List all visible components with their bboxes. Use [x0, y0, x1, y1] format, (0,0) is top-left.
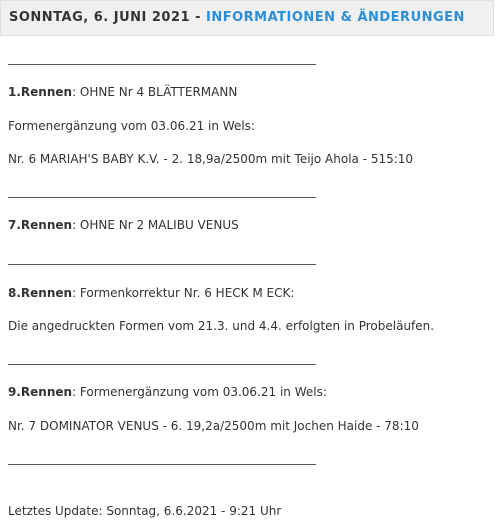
race-9-heading — [8, 384, 327, 400]
race-9-paragraph-1: Nr. 7 DOMINATOR VENUS - 6. 19,2a/2500m mit Jochen Haide - 78:10 — [8, 419, 419, 433]
race-1-paragraph-1: Formenergänzung vom 03.06.21 in Wels: — [8, 119, 255, 133]
section-header — [0, 0, 494, 36]
race-8-text: : Formenkorrektur Nr. 6 HECK M ECK: — [72, 286, 295, 300]
last-update-text: Letztes Update: Sonntag, 6.6.2021 - 9:21 Uhr — [8, 504, 282, 518]
race-7-text: : OHNE Nr 2 MALIBU VENUS — [72, 218, 239, 232]
race-8-paragraph-1: Die angedruckten Formen vom 21.3. und 4.4. erfolgten in Probeläufen. — [8, 319, 435, 333]
race-1-paragraph-2: Nr. 6 MARIAH'S BABY K.V. - 2. 18,9a/2500m mit Teijo Ahola - 515:10 — [8, 152, 414, 166]
race-1-label: 1.Rennen — [8, 85, 73, 99]
race-9-text: : Formenergänzung vom 03.06.21 in Wels: — [72, 385, 327, 399]
race-7-heading — [8, 217, 239, 233]
header-date: SONNTAG, 6. JUNI 2021 — [9, 10, 191, 25]
header-text — [9, 10, 465, 25]
divider-rule — [8, 264, 316, 265]
race-8-heading — [8, 285, 294, 301]
header-title: INFORMATIONEN & ÄNDERUNGEN — [206, 10, 465, 25]
divider-rule — [8, 364, 316, 365]
header-separator: - — [190, 10, 207, 25]
divider-rule — [8, 464, 316, 465]
divider-rule — [8, 64, 316, 65]
race-7-label: 7.Rennen — [8, 218, 73, 232]
divider-rule — [8, 197, 316, 198]
race-9-label: 9.Rennen — [8, 385, 73, 399]
race-1-text: : OHNE Nr 4 BLÄTTERMANN — [72, 85, 238, 99]
race-8-label: 8.Rennen — [8, 286, 73, 300]
race-1-heading — [8, 84, 237, 100]
